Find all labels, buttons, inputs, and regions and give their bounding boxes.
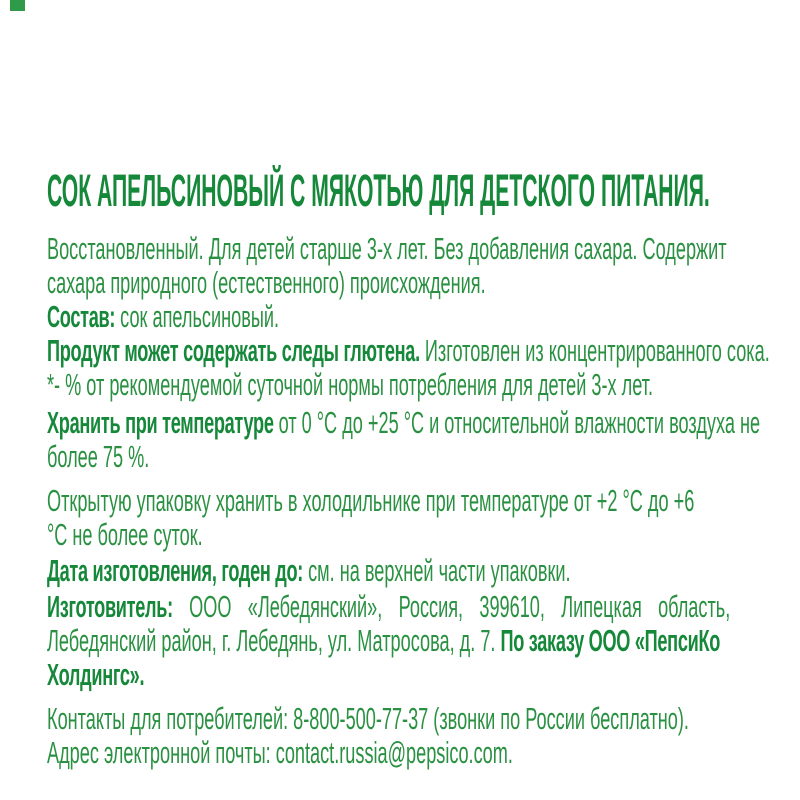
label-text-regular: °С не более суток. [47, 517, 203, 552]
label-text-bold: Продукт может содержать следы глютена. [47, 333, 420, 368]
label-text-regular: Лебедянский район, г. Лебедянь, ул. Матросова, д. 7. [47, 623, 501, 658]
corner-accent-mark [10, 0, 25, 11]
label-paragraph [47, 590, 800, 692]
label-paragraph [47, 406, 800, 474]
label-text-bold: Изготовитель: [47, 589, 173, 624]
label-paragraph [47, 368, 800, 402]
label-line [47, 518, 800, 552]
label-text-regular: см. на верхней части упаковки. [303, 553, 571, 588]
label-line [47, 658, 800, 692]
label-text-bold: Дата изготовления, годен до: [47, 553, 304, 588]
label-text [47, 232, 800, 770]
label-text-bold: Состав: [47, 299, 116, 334]
label-line [47, 484, 800, 518]
label-text-regular: сок апельсиновый. [115, 299, 280, 334]
label-paragraph [47, 554, 800, 588]
label-text-regular: сахара природного (естественного) происхождения. [47, 265, 486, 300]
label-line [47, 440, 800, 474]
label-text-regular: Контакты для потребителей: 8-800-500-77-37 (звонки по России бесплатно). [47, 701, 689, 736]
label-text-regular: ООО «Лебедянский», Россия, 399610, Липецкая область, [172, 589, 731, 624]
label-text-regular: *- % от рекомендуемой суточной нормы потребления для детей 3-х лет. [47, 367, 654, 402]
product-title: СОК АПЕЛЬСИНОВЫЙ С МЯКОТЬЮ ДЛЯ ДЕТСКОГО ПИТАНИЯ. [47, 165, 710, 216]
label-line [47, 590, 800, 624]
label-line [47, 368, 800, 402]
label-paragraph [47, 232, 800, 300]
label-text-regular: от 0 °С до +25 °С и относительной влажности воздуха не [273, 405, 761, 440]
label-text-regular: Адрес электронной почты: contact.russia@pepsico.com. [47, 735, 513, 770]
label-text-regular: Изготовлен из концентрированного сока. [419, 333, 770, 368]
label-line [47, 300, 800, 334]
label-text-regular: более 75 %. [47, 439, 150, 474]
label-text-bold: По заказу ООО «ПепсиКо [500, 623, 721, 658]
label-line [47, 736, 800, 770]
label-paragraph [47, 334, 800, 368]
label-paragraph [47, 300, 800, 334]
label-line [47, 406, 800, 440]
label-line [47, 334, 800, 368]
label-text-regular: Восстановленный. Для детей старше 3-х лет. Без добавления сахара. Содержит [47, 231, 727, 266]
label-paragraph [47, 736, 800, 770]
label-text-bold: Хранить при температуре [47, 405, 274, 440]
label-paragraph [47, 484, 800, 552]
label-line [47, 232, 800, 266]
label-line [47, 702, 800, 736]
label-line [47, 624, 800, 658]
label-line [47, 266, 800, 300]
label-text-bold: Холдингс». [47, 657, 145, 692]
label-text-regular: Открытую упаковку хранить в холодильнике при температуре от +2 °С до +6 [47, 483, 695, 518]
label-line [47, 554, 800, 588]
label-paragraph [47, 702, 800, 736]
